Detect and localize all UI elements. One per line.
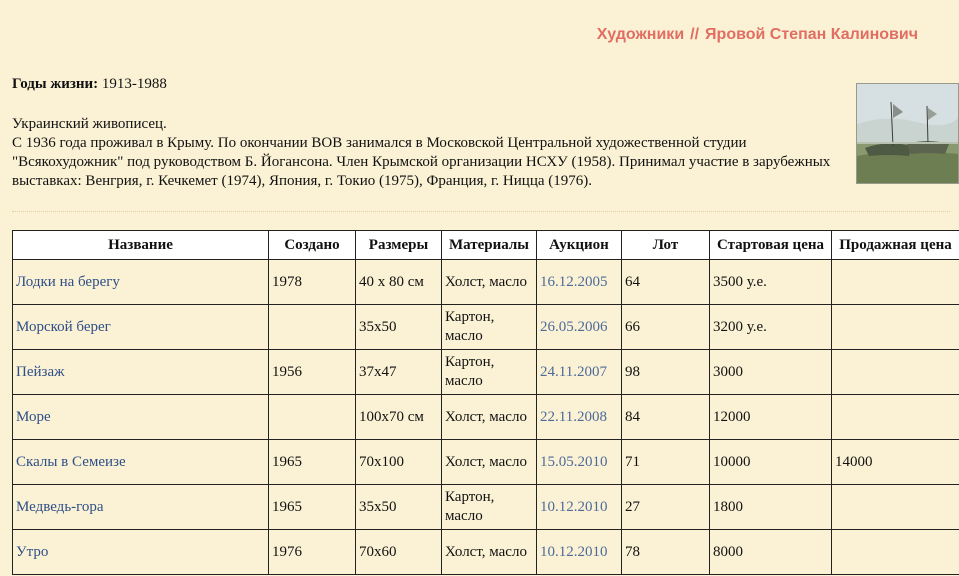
painting-title-link[interactable]: Море (13, 395, 269, 440)
size-cell: 37x47 (356, 350, 442, 395)
breadcrumb (597, 26, 918, 44)
breadcrumb-current: Яровой Степан Калинович (705, 26, 918, 43)
table-row (13, 305, 959, 350)
table-header-row (13, 231, 959, 260)
size-cell: 70x60 (356, 530, 442, 575)
lot-cell: 84 (622, 395, 710, 440)
bio-line-2: С 1936 года проживал в Крыму. По окончании ВОВ занимался в Московской Центральной художественной студии "Всякохудожник" под руководством Б. Йогансона. Член Крымской организации НСХУ (1958). Принимал участие в зарубежных выставках: Венгрия, г. Кечкемет (1974), Япония, г. Токио (1975), Франция, г. Ницца (1976). (12, 135, 831, 189)
painting-title-link[interactable]: Пейзаж (13, 350, 269, 395)
years-label: Годы жизни: (12, 76, 99, 92)
painting-title-link[interactable]: Скалы в Семеизе (13, 440, 269, 485)
sale-price-cell (832, 350, 959, 395)
artist-painting-thumbnail[interactable] (856, 83, 959, 184)
created-cell (269, 395, 356, 440)
column-header: Название (13, 231, 269, 260)
auction-date-link[interactable]: 22.11.2008 (537, 395, 622, 440)
table-row (13, 350, 959, 395)
table-row (13, 395, 959, 440)
size-cell: 35x50 (356, 485, 442, 530)
start-price-cell: 8000 (710, 530, 832, 575)
start-price-cell: 1800 (710, 485, 832, 530)
lot-cell: 98 (622, 350, 710, 395)
auction-date-link[interactable]: 24.11.2007 (537, 350, 622, 395)
painting-title-link[interactable]: Лодки на берегу (13, 260, 269, 305)
painting-title-link[interactable]: Медведь-гора (13, 485, 269, 530)
painting-title-link[interactable]: Морской берег (13, 305, 269, 350)
lot-cell: 78 (622, 530, 710, 575)
created-cell: 1976 (269, 530, 356, 575)
section-divider (12, 211, 950, 212)
material-cell: Холст, масло (442, 260, 537, 305)
auction-table (12, 230, 959, 575)
bio-line-1: Украинский живописец. (12, 116, 167, 132)
years-value: 1913-1988 (101, 76, 167, 92)
size-cell: 40 x 80 см (356, 260, 442, 305)
size-cell: 100x70 см (356, 395, 442, 440)
material-cell: Картон, масло (442, 305, 537, 350)
sale-price-cell: 14000 (832, 440, 959, 485)
size-cell: 70x100 (356, 440, 442, 485)
sale-price-cell (832, 395, 959, 440)
artist-bio (12, 115, 842, 191)
created-cell: 1965 (269, 485, 356, 530)
artist-years (12, 76, 167, 93)
created-cell (269, 305, 356, 350)
table-row (13, 485, 959, 530)
column-header: Аукцион (537, 231, 622, 260)
auction-date-link[interactable]: 15.05.2010 (537, 440, 622, 485)
material-cell: Картон, масло (442, 350, 537, 395)
created-cell: 1956 (269, 350, 356, 395)
auction-date-link[interactable]: 10.12.2010 (537, 530, 622, 575)
created-cell: 1978 (269, 260, 356, 305)
painting-image (857, 84, 958, 183)
start-price-cell: 10000 (710, 440, 832, 485)
column-header: Размеры (356, 231, 442, 260)
table-row (13, 440, 959, 485)
painting-title-link[interactable]: Утро (13, 530, 269, 575)
column-header: Продажная цена (832, 231, 959, 260)
start-price-cell: 3500 у.е. (710, 260, 832, 305)
lot-cell: 64 (622, 260, 710, 305)
column-header: Материалы (442, 231, 537, 260)
created-cell: 1965 (269, 440, 356, 485)
breadcrumb-section-link[interactable]: Художники (596, 26, 685, 43)
material-cell: Холст, масло (442, 530, 537, 575)
sale-price-cell (832, 260, 959, 305)
table-row (13, 530, 959, 575)
lot-cell: 71 (622, 440, 710, 485)
auction-date-link[interactable]: 26.05.2006 (537, 305, 622, 350)
start-price-cell: 3200 у.е. (710, 305, 832, 350)
lot-cell: 27 (622, 485, 710, 530)
material-cell: Холст, масло (442, 395, 537, 440)
breadcrumb-separator: // (690, 26, 700, 43)
size-cell: 35x50 (356, 305, 442, 350)
table-row (13, 260, 959, 305)
material-cell: Холст, масло (442, 440, 537, 485)
lot-cell: 66 (622, 305, 710, 350)
sale-price-cell (832, 485, 959, 530)
sale-price-cell (832, 305, 959, 350)
start-price-cell: 12000 (710, 395, 832, 440)
auction-date-link[interactable]: 10.12.2010 (537, 485, 622, 530)
column-header: Стартовая цена (710, 231, 832, 260)
sale-price-cell (832, 530, 959, 575)
start-price-cell: 3000 (710, 350, 832, 395)
auction-date-link[interactable]: 16.12.2005 (537, 260, 622, 305)
column-header: Лот (622, 231, 710, 260)
material-cell: Картон, масло (442, 485, 537, 530)
column-header: Создано (269, 231, 356, 260)
